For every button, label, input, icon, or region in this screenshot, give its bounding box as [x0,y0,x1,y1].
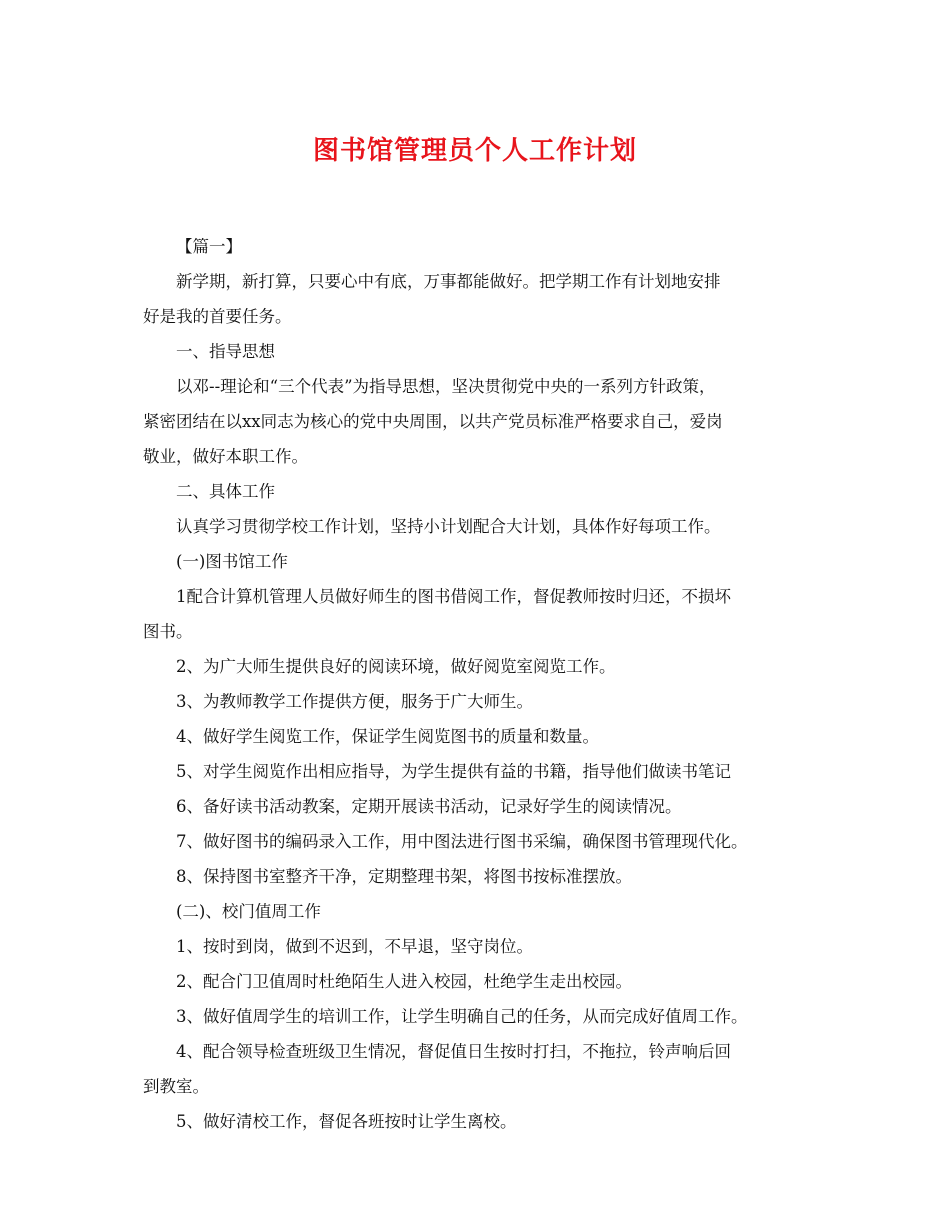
list-item: 1、按时到岗，做到不迟到，不早退，坚守岗位。 [176,937,533,956]
subheading-library-work: (一)图书馆工作 [176,552,288,571]
list-item-line: 4、配合领导检查班级卫生情况，督促值日生按时打扫，不拖拉，铃声响后回 [176,1042,731,1061]
list-item: 5、做好清校工作，督促各班按时让学生离校。 [176,1112,517,1131]
list-item: 4、做好学生阅览工作，保证学生阅览图书的质量和数量。 [176,727,599,746]
list-item [143,1034,815,1104]
intro-paragraph [143,264,815,334]
paragraph-line: 紧密团结在以xx同志为核心的党中央周围，以共产党员标准严格要求自己，爱岗 [143,412,723,431]
paragraph-line: 敬业，做好本职工作。 [143,447,308,466]
library-work-list [143,579,815,894]
list-item: 2、配合门卫值周时杜绝陌生人进入校园，杜绝学生走出校园。 [176,972,632,991]
list-item: 3、做好值周学生的培训工作，让学生明确自己的任务，从而完成好值周工作。 [176,1007,748,1026]
list-item [143,579,815,649]
gate-duty-list [143,929,815,1139]
guiding-paragraph [143,369,815,474]
list-item: 8、保持图书室整齐干净，定期整理书架，将图书按标准摆放。 [176,867,632,886]
heading-specific-work: 二、具体工作 [176,482,275,501]
section-label: 【篇一】 [176,237,242,256]
list-item: 7、做好图书的编码录入工作，用中图法进行图书采编，确保图书管理现代化。 [176,832,748,851]
subheading-gate-duty: (二)、校门值周工作 [176,902,321,921]
document-body [143,229,815,1139]
paragraph-line: 新学期，新打算，只要心中有底，万事都能做好。把学期工作有计划地安排 [176,272,721,291]
paragraph-line: 以邓--理论和“三个代表”为指导思想，坚决贯彻党中央的一系列方针政策， [176,377,716,396]
list-item-line: 到教室。 [143,1077,209,1096]
list-item: 2、为广大师生提供良好的阅读环境，做好阅览室阅览工作。 [176,657,616,676]
list-item-line: 图书。 [143,622,193,641]
document-title: 图书馆管理员个人工作计划 [312,136,637,166]
list-item-line: 1配合计算机管理人员做好师生的图书借阅工作，督促教师按时归还，不损坏 [176,587,731,606]
work-intro-paragraph: 认真学习贯彻学校工作计划，坚持小计划配合大计划，具体作好每项工作。 [176,517,721,536]
list-item: 6、备好读书活动教案，定期开展读书活动，记录好学生的阅读情况。 [176,797,682,816]
paragraph-line: 好是我的首要任务。 [143,307,292,326]
list-item: 3、为教师教学工作提供方便，服务于广大师生。 [176,692,533,711]
heading-guiding-ideology: 一、指导思想 [176,342,275,361]
list-item: 5、对学生阅览作出相应指导，为学生提供有益的书籍，指导他们做读书笔记 [176,762,731,781]
